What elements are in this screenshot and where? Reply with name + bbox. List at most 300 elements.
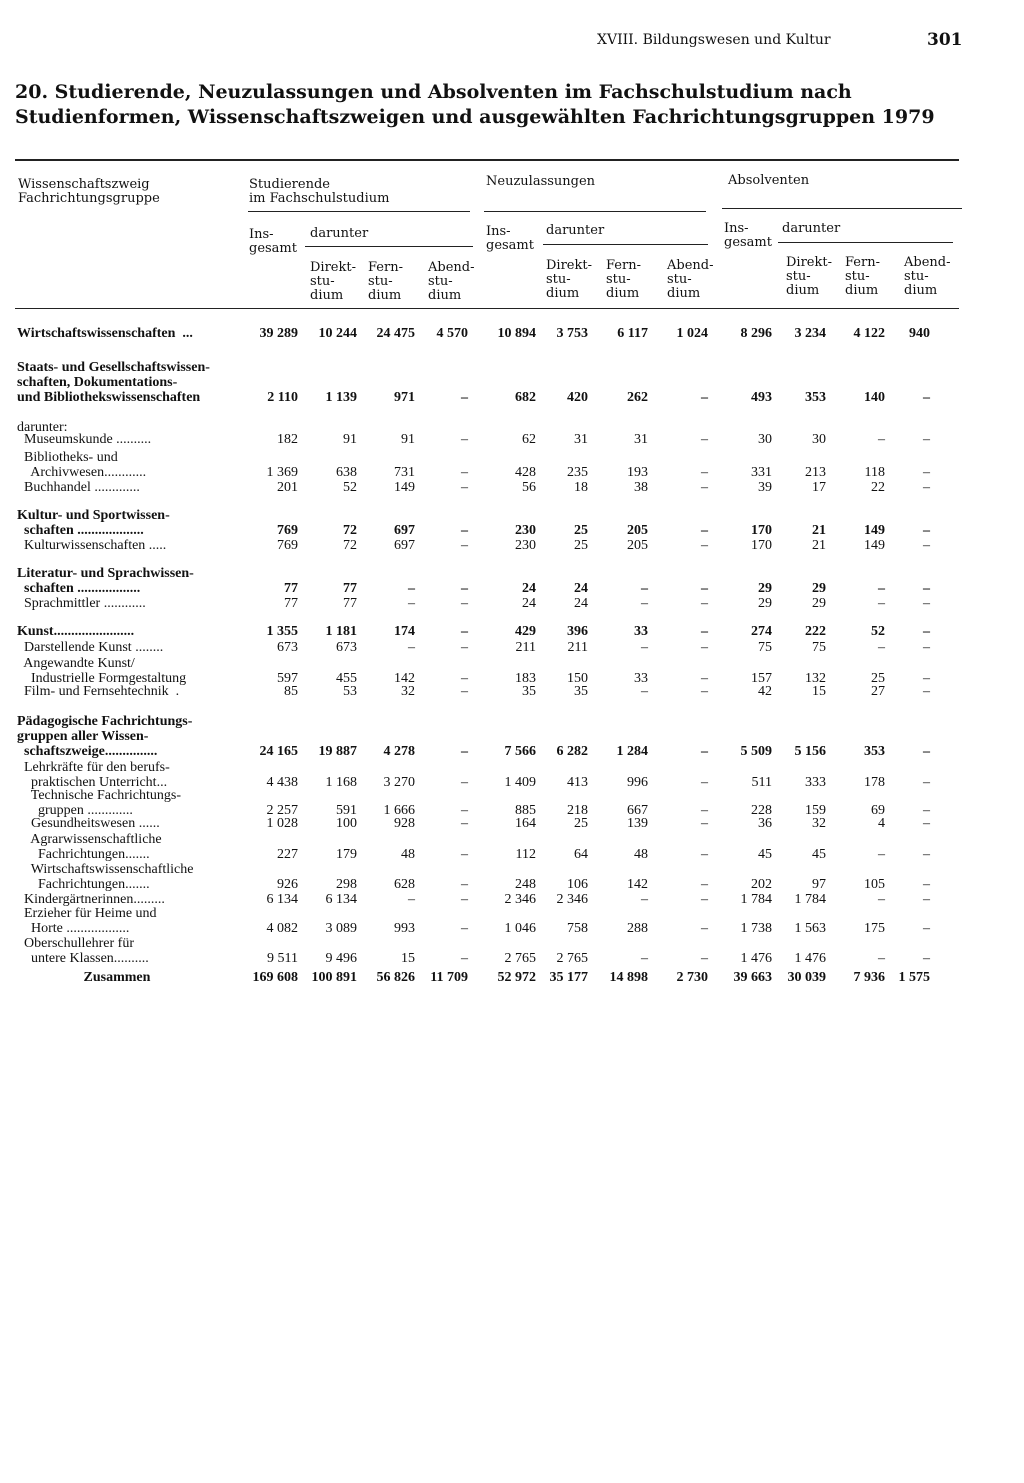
cell-value: 35 [574,684,588,699]
cell-value: 6 117 [617,326,648,341]
cell-value: 5 156 [794,744,826,759]
cell-value: 29 [758,596,772,611]
cell-value: – [923,523,930,538]
cell-value: 5 509 [740,744,772,759]
cell-value: 178 [864,775,885,790]
cell-value: 35 [522,684,536,699]
cell-value: 1 046 [504,921,536,936]
cell-value: – [878,951,885,966]
row-label: Staats- und Gesellschaftswissen- schaften, Dokumentations- und Bibliothekswissenschaften [17,360,210,405]
cell-value: – [923,581,930,596]
cell-value: – [461,803,468,818]
cell-value: 2 346 [504,892,536,907]
cell-value: – [923,816,930,831]
cell-value: – [461,892,468,907]
cell-value: 29 [758,581,772,596]
cell-value: 4 438 [266,775,298,790]
cell-value: 21 [812,523,826,538]
row-label: Erzieher für Heime und Horte .................. [24,906,157,936]
cell-value: 69 [871,803,885,818]
cell-value: 182 [277,432,298,447]
cell-value: 77 [343,596,357,611]
cell-value: 1 355 [266,624,298,639]
cell-value: – [461,596,468,611]
cell-value: – [701,538,708,553]
cell-value: – [701,775,708,790]
col-insgesamt-1: Ins- gesamt [249,227,297,256]
cell-value: 164 [515,816,536,831]
darunter-rule-1 [305,246,473,247]
cell-value: 19 887 [318,744,357,759]
cell-value: 4 570 [436,326,468,341]
cell-value: 170 [751,523,772,538]
cell-value: – [461,847,468,862]
cell-value: 25 [574,523,588,538]
cell-value: 731 [394,465,415,480]
cell-value: 1 575 [898,970,930,985]
cell-value: 30 039 [787,970,826,985]
section-heading: XVIII. Bildungswesen und Kultur [597,32,831,48]
cell-value: 1 666 [383,803,415,818]
cell-value: 8 296 [740,326,772,341]
cell-value: 21 [812,538,826,553]
cell-value: – [641,596,648,611]
cell-value: – [923,921,930,936]
cell-value: 769 [277,523,298,538]
cell-value: 48 [634,847,648,862]
cell-value: 149 [394,480,415,495]
cell-value: 6 134 [325,892,357,907]
cell-value: 31 [574,432,588,447]
cell-value: 628 [394,877,415,892]
cell-value: – [461,432,468,447]
col-darunter-3: darunter [782,221,841,236]
cell-value: 97 [812,877,826,892]
cell-value: 39 663 [733,970,772,985]
cell-value: – [878,640,885,655]
cell-value: – [641,951,648,966]
cell-value: 1 784 [794,892,826,907]
cell-value: 673 [336,640,357,655]
cell-value: 118 [864,465,885,480]
cell-value: 9 511 [267,951,298,966]
cell-value: 4 082 [266,921,298,936]
cell-value: – [701,671,708,686]
cell-value: – [641,640,648,655]
cell-value: 39 [758,480,772,495]
page-number: 301 [927,30,963,50]
cell-value: 1 476 [794,951,826,966]
cell-value: 38 [634,480,648,495]
cell-value: 36 [758,816,772,831]
cell-value: 33 [634,624,648,639]
cell-value: – [701,640,708,655]
cell-value: – [923,684,930,699]
cell-value: 48 [401,847,415,862]
cell-value: – [878,596,885,611]
cell-value: 170 [751,538,772,553]
cell-value: – [701,877,708,892]
group-header-studierende: Studierende im Fachschulstudium [249,177,390,206]
cell-value: 75 [758,640,772,655]
cell-value: 29 [812,581,826,596]
cell-value: 30 [758,432,772,447]
cell-value: – [701,951,708,966]
cell-value: – [701,480,708,495]
cell-value: 758 [567,921,588,936]
cell-value: 2 765 [504,951,536,966]
cell-value: 33 [634,671,648,686]
cell-value: 24 165 [259,744,298,759]
cell-value: – [923,640,930,655]
cell-value: 2 110 [267,390,298,405]
group-rule-studierende [248,211,470,212]
cell-value: – [408,596,415,611]
cell-value: – [408,581,415,596]
cell-value: 4 278 [383,744,415,759]
cell-value: 159 [805,803,826,818]
cell-value: 511 [751,775,772,790]
cell-value: 150 [567,671,588,686]
cell-value: – [701,432,708,447]
row-label: Lehrkräfte für den berufs- praktischen Unterricht... [24,760,170,790]
cell-value: 105 [864,877,885,892]
cell-value: 928 [394,816,415,831]
cell-value: 75 [812,640,826,655]
top-rule [15,159,959,161]
cell-value: 682 [515,390,536,405]
col-abend-1: Abend- stu- dium [428,260,475,303]
cell-value: 353 [805,390,826,405]
cell-value: – [923,775,930,790]
cell-value: 7 936 [853,970,885,985]
darunter-rule-2 [543,244,708,245]
cell-value: 32 [812,816,826,831]
cell-value: – [461,538,468,553]
cell-value: – [408,892,415,907]
cell-value: 91 [401,432,415,447]
row-label: Sprachmittler ............ [17,596,146,611]
cell-value: 15 [812,684,826,699]
cell-value: 428 [515,465,536,480]
cell-value: 56 826 [376,970,415,985]
cell-value: – [923,465,930,480]
cell-value: 493 [751,390,772,405]
cell-value: 638 [336,465,357,480]
cell-value: 211 [515,640,536,655]
cell-value: 1 738 [740,921,772,936]
cell-value: 52 [343,480,357,495]
cell-value: 6 134 [266,892,298,907]
cell-value: 205 [627,538,648,553]
cell-value: 132 [805,671,826,686]
cell-value: 1 369 [266,465,298,480]
cell-value: 157 [751,671,772,686]
row-label: Kultur- und Sportwissen- schaften ................... [17,508,170,538]
cell-value: 926 [277,877,298,892]
cell-value: 697 [394,523,415,538]
col-insgesamt-2: Ins- gesamt [486,224,534,253]
cell-value: 15 [401,951,415,966]
cell-value: 35 177 [549,970,588,985]
cell-value: 205 [627,523,648,538]
cell-value: – [461,390,468,405]
stub-header: Wissenschaftszweig Fachrichtungsgruppe [18,177,160,206]
group-header-neuzulassungen: Neuzulassungen [486,174,596,189]
cell-value: 1 168 [325,775,357,790]
cell-value: – [878,892,885,907]
cell-value: – [878,581,885,596]
cell-value: 22 [871,480,885,495]
col-abend-2: Abend- stu- dium [667,258,714,301]
cell-value: 77 [284,596,298,611]
cell-value: 3 270 [383,775,415,790]
cell-value: 193 [627,465,648,480]
cell-value: 52 [871,624,885,639]
col-abend-3: Abend- stu- dium [904,255,951,298]
cell-value: 228 [751,803,772,818]
cell-value: 142 [394,671,415,686]
cell-value: 667 [627,803,648,818]
cell-value: – [878,432,885,447]
row-label: Zusammen [17,970,151,985]
cell-value: 971 [394,390,415,405]
cell-value: – [461,816,468,831]
cell-value: 62 [522,432,536,447]
cell-value: 697 [394,538,415,553]
cell-value: 230 [515,523,536,538]
cell-value: – [923,951,930,966]
row-label: Bibliotheks- und Archivwesen............ [24,450,147,480]
cell-value: 673 [277,640,298,655]
row-label: Darstellende Kunst ........ [17,640,164,655]
cell-value: 11 709 [430,970,468,985]
cell-value: 24 [522,581,536,596]
col-direkt-1: Direkt- stu- dium [310,260,356,303]
cell-value: – [701,684,708,699]
cell-value: – [461,523,468,538]
cell-value: – [923,480,930,495]
cell-value: 18 [574,480,588,495]
cell-value: 230 [515,538,536,553]
cell-value: 179 [336,847,357,862]
cell-value: – [923,538,930,553]
row-label: Agrarwissenschaftliche Fachrichtungen....... [30,832,162,862]
cell-value: 1 024 [676,326,708,341]
row-label: Museumskunde .......... [17,432,152,447]
cell-value: 10 894 [497,326,536,341]
cell-value: 2 257 [266,803,298,818]
row-label: Angewandte Kunst/ Industrielle Formgestaltung [23,656,187,686]
cell-value: 64 [574,847,588,862]
cell-value: 420 [567,390,588,405]
cell-value: 413 [567,775,588,790]
cell-value: 1 284 [616,744,648,759]
cell-value: 31 [634,432,648,447]
cell-value: 9 496 [325,951,357,966]
row-label: Wirtschaftswissenschaftliche Fachrichtungen....... [30,862,194,892]
cell-value: – [701,390,708,405]
cell-value: – [878,847,885,862]
cell-value: – [461,951,468,966]
cell-value: 235 [567,465,588,480]
cell-value: 56 [522,480,536,495]
cell-value: – [461,640,468,655]
cell-value: 42 [758,684,772,699]
col-darunter-2: darunter [546,223,605,238]
cell-value: 3 234 [794,326,826,341]
cell-value: 6 282 [556,744,588,759]
cell-value: 3 089 [325,921,357,936]
row-label: Wirtschaftswissenschaften ... [17,326,193,341]
col-fern-2: Fern- stu- dium [606,258,641,301]
cell-value: 996 [627,775,648,790]
cell-value: – [701,581,708,596]
cell-value: – [923,671,930,686]
row-label: Buchhandel ............. [17,480,140,495]
cell-value: – [701,847,708,862]
cell-value: – [923,803,930,818]
row-label: Kulturwissenschaften ..... [17,538,167,553]
col-darunter-1: darunter [310,226,369,241]
cell-value: 139 [627,816,648,831]
running-head [0,32,1024,52]
cell-value: – [923,847,930,862]
cell-value: – [461,465,468,480]
cell-value: 183 [515,671,536,686]
cell-value: 45 [758,847,772,862]
cell-value: 25 [871,671,885,686]
cell-value: – [701,816,708,831]
cell-value: – [923,624,930,639]
cell-value: – [923,432,930,447]
cell-value: 10 244 [318,326,357,341]
cell-value: 993 [394,921,415,936]
cell-value: – [701,892,708,907]
cell-value: 112 [515,847,536,862]
cell-value: 25 [574,816,588,831]
cell-value: 17 [812,480,826,495]
cell-value: 142 [627,877,648,892]
cell-value: 1 476 [740,951,772,966]
cell-value: – [461,775,468,790]
cell-value: 298 [336,877,357,892]
cell-value: – [923,877,930,892]
group-rule-absolventen [722,208,962,209]
cell-value: 2 346 [556,892,588,907]
col-fern-3: Fern- stu- dium [845,255,880,298]
cell-value: 429 [515,624,536,639]
cell-value: 7 566 [504,744,536,759]
col-direkt-3: Direkt- stu- dium [786,255,832,298]
cell-value: 149 [864,523,885,538]
cell-value: 39 289 [259,326,298,341]
cell-value: 262 [627,390,648,405]
darunter-rule-3 [778,242,953,243]
col-fern-1: Fern- stu- dium [368,260,403,303]
cell-value: – [923,596,930,611]
cell-value: – [701,744,708,759]
cell-value: 149 [864,538,885,553]
cell-value: 77 [343,581,357,596]
cell-value: – [461,581,468,596]
table-title: 20. Studierende, Neuzulassungen und Absolventen im Fachschulstudium nach Studienformen, Wissenschaftszweigen und ausgewählten Fachrichtungsgruppen 1979 [15,81,935,128]
header-bottom-rule [15,308,959,309]
cell-value: 331 [751,465,772,480]
cell-value: 353 [864,744,885,759]
row-label: Pädagogische Fachrichtungs- gruppen aller Wissen- schaftszweige............... [17,714,193,759]
cell-value: 77 [284,581,298,596]
cell-value: 940 [909,326,930,341]
group-header-absolventen: Absolventen [728,173,810,188]
cell-value: 91 [343,432,357,447]
cell-value: – [461,744,468,759]
row-label: Literatur- und Sprachwissen- schaften .................. [17,566,194,596]
cell-value: 202 [751,877,772,892]
cell-value: 85 [284,684,298,699]
cell-value: 140 [864,390,885,405]
cell-value: – [923,390,930,405]
row-label: Kindergärtnerinnen......... [17,892,165,907]
cell-value: 597 [277,671,298,686]
cell-value: – [461,671,468,686]
cell-value: 455 [336,671,357,686]
cell-value: 174 [394,624,415,639]
cell-value: 1 409 [504,775,536,790]
cell-value: 274 [751,624,772,639]
cell-value: 24 [574,581,588,596]
row-label: Film- und Fernsehtechnik . [17,684,180,699]
cell-value: – [701,803,708,818]
cell-value: 288 [627,921,648,936]
cell-value: – [461,480,468,495]
cell-value: 333 [805,775,826,790]
cell-value: 32 [401,684,415,699]
cell-value: 4 122 [853,326,885,341]
cell-value: – [461,684,468,699]
row-label: Technische Fachrichtungs- gruppen ............. [30,788,181,818]
cell-value: 24 [522,596,536,611]
row-label: darunter: [17,420,68,435]
cell-value: 29 [812,596,826,611]
cell-value: 1 784 [740,892,772,907]
cell-value: 52 972 [497,970,536,985]
cell-value: – [701,523,708,538]
cell-value: 1 181 [325,624,357,639]
cell-value: 885 [515,803,536,818]
cell-value: 222 [805,624,826,639]
cell-value: 169 608 [252,970,298,985]
cell-value: – [641,581,648,596]
col-direkt-2: Direkt- stu- dium [546,258,592,301]
cell-value: 72 [343,523,357,538]
cell-value: – [923,892,930,907]
cell-value: 100 891 [311,970,357,985]
cell-value: – [461,921,468,936]
row-label: Kunst....................... [17,624,135,639]
cell-value: 591 [336,803,357,818]
cell-value: – [701,596,708,611]
cell-value: 1 028 [266,816,298,831]
cell-value: – [701,921,708,936]
cell-value: 211 [567,640,588,655]
cell-value: 53 [343,684,357,699]
row-label: Oberschullehrer für untere Klassen.......... [24,936,149,966]
cell-value: 396 [567,624,588,639]
cell-value: – [923,744,930,759]
cell-value: 14 898 [609,970,648,985]
cell-value: 175 [864,921,885,936]
